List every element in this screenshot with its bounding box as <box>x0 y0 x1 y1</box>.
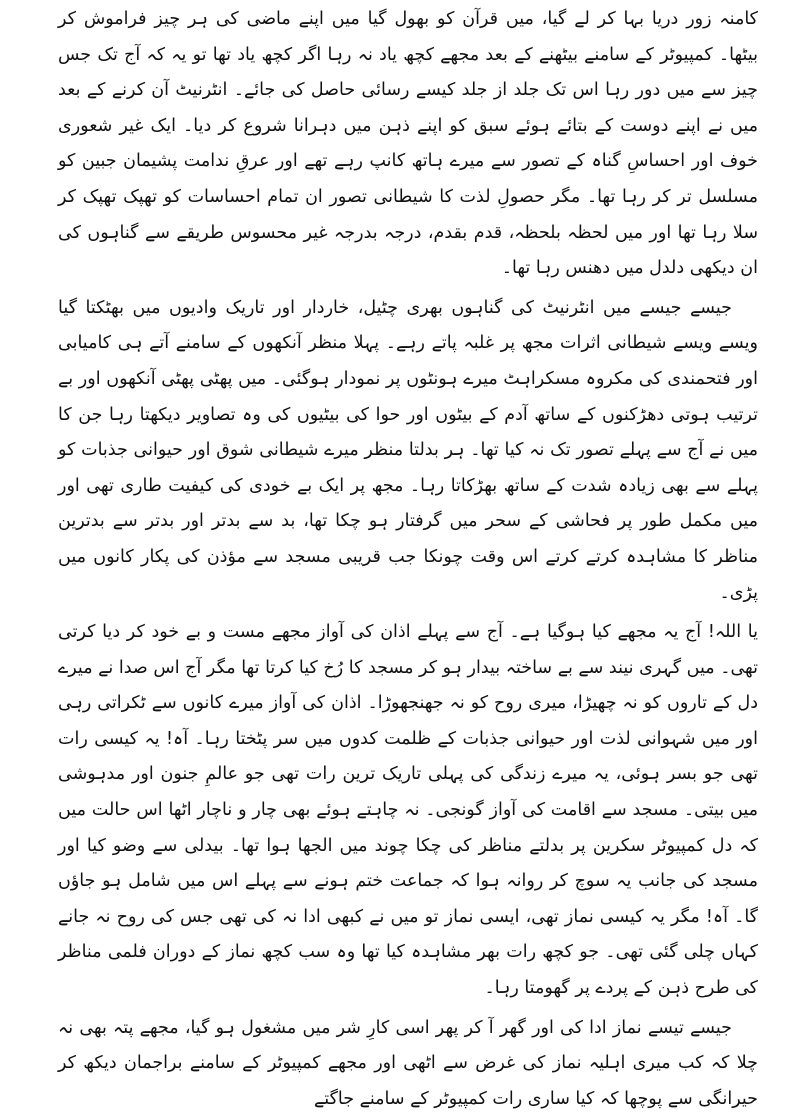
document-page <box>58 2 758 1109</box>
paragraph-2: جیسے جیسے میں انٹرنیٹ کی گناہوں بھری چٹیل، خاردار اور تاریک وادیوں میں بھٹکتا گیا ویسے ویسے شیطانی اثرات مجھ پر غلبہ پاتے رہے۔ پہلا منظر آنکھوں کے سامنے آتے ہی کامیابی اور فتحمندی کی مکروہ مسکراہٹ میرے ہونٹوں پر نمودار ہوگئی۔ میں پھٹی پھٹی آنکھوں اور بے ترتیب ہوتی دھڑکنوں کے ساتھ آدم کے بیٹوں اور حوا کی بیٹیوں کی وہ تصاویر دیکھتا رہا جن کا میں نے آج سے پہلے تصور تک نہ کیا تھا۔ ہر بدلتا منظر میرے شیطانی شوق اور حیوانی جذبات کو پہلے سے بھی زیادہ شدت کے ساتھ بھڑکاتا رہا۔ مجھ پر ایک بے خودی کی کیفیت طاری تھی اور میں مکمل طور پر فحاشی کے سحر میں گرفتار ہو چکا تھا، بد سے بدتر اور بدتر سے بدترین مناظر کا مشاہدہ کرتے کرتے اس وقت چونکا جب قریبی مسجد سے مؤذن کی پکار کانوں میں پڑی۔ <box>58 297 758 603</box>
paragraph-1: کامنہ زور دریا بہا کر لے گیا، میں قرآن کو بھول گیا میں اپنے ماضی کی ہر چیز فراموش کر بیٹھا۔ کمپیوٹر کے سامنے بیٹھنے کے بعد مجھے کچھ یاد نہ رہا اگر کچھ یاد تھا تو یہ کہ آج تک جس چیز سے میں دور رہا اس تک جلد از جلد کیسے رسائی حاصل کی جائے۔ انٹرنیٹ آن کرنے کے بعد میں نے اپنے دوست کے بتائے ہوئے سبق کو اپنے ذہن میں دہرانا شروع کر دیا۔ ایک غیر شعوری خوف اور احساسِ گناہ کے تصور سے میرے ہاتھ کانپ رہے تھے اور عرقِ ندامت پشیمان جبین کو مسلسل تر کر رہا تھا۔ مگر حصولِ لذت کا شیطانی تصور ان تمام احساسات کو تھپک تھپک کر سلا رہا تھا اور میں لحظہ بلحظہ، قدم بقدم، درجہ بدرجہ غیر محسوس طریقے سے گناہوں کی ان دیکھی دلدل میں دھنس رہا تھا۔ <box>58 9 758 279</box>
paragraph-3: یا اللہ! آج یہ مجھے کیا ہوگیا ہے۔ آج سے پہلے اذان کی آواز مجھے مست و بے خود کر دیا کرتی تھی۔ میں گہری نیند سے بے ساختہ بیدار ہو کر مسجد کا رُخ کیا کرتا تھا مگر آج اس صدا نے میرے دل کے تاروں کو نہ چھیڑا، میری روح کو نہ جھنجھوڑا۔ اذان کی آواز میرے کانوں سے ٹکراتی رہی اور میں شہوانی لذت اور حیوانی جذبات کے ظلمت کدوں میں سر پٹختا رہا۔ آہ! یہ کیسی رات تھی جو بسر ہوئی، یہ میرے زندگی کی پہلی تاریک ترین رات تھی جو عالمِ جنون اور مدہوشی میں بیتی۔ مسجد سے اقامت کی آواز گونجی۔ نہ چاہتے ہوئے بھی چار و ناچار اٹھا اس حالت میں کہ دل کمپیوٹر سکرین پر بدلتے مناظر کی چکا چوند میں الجھا ہوا تھا۔ بیدلی سے وضو کیا اور مسجد کی جانب یہ سوچ کر روانہ ہوا کہ جماعت ختم ہونے سے پہلے اس میں شامل ہو جاؤں گا۔ آہ! مگر یہ کیسی نماز تھی، ایسی نماز تو میں نے کبھی ادا نہ کی تھی جس کی روح نہ جانے کہاں چلی گئی تھی۔ جو کچھ رات بھر مشاہدہ کیا تھا وہ سب کچھ نماز کے دوران فلمی مناظر کی طرح ذہن کے پردے پر گھومتا رہا۔ <box>58 622 758 999</box>
paragraph-4: جیسے تیسے نماز ادا کی اور گھر آ کر پھر اسی کارِ شر میں مشغول ہو گیا، مجھے پتہ بھی نہ چلا کہ کب میری اہلیہ نماز کی غرض سے اٹھی اور مجھے کمپیوٹر کے سامنے براجمان دیکھ کر حیرانگی سے پوچھا کہ کیا ساری رات کمپیوٹر کے سامنے جاگتے <box>58 1017 758 1109</box>
